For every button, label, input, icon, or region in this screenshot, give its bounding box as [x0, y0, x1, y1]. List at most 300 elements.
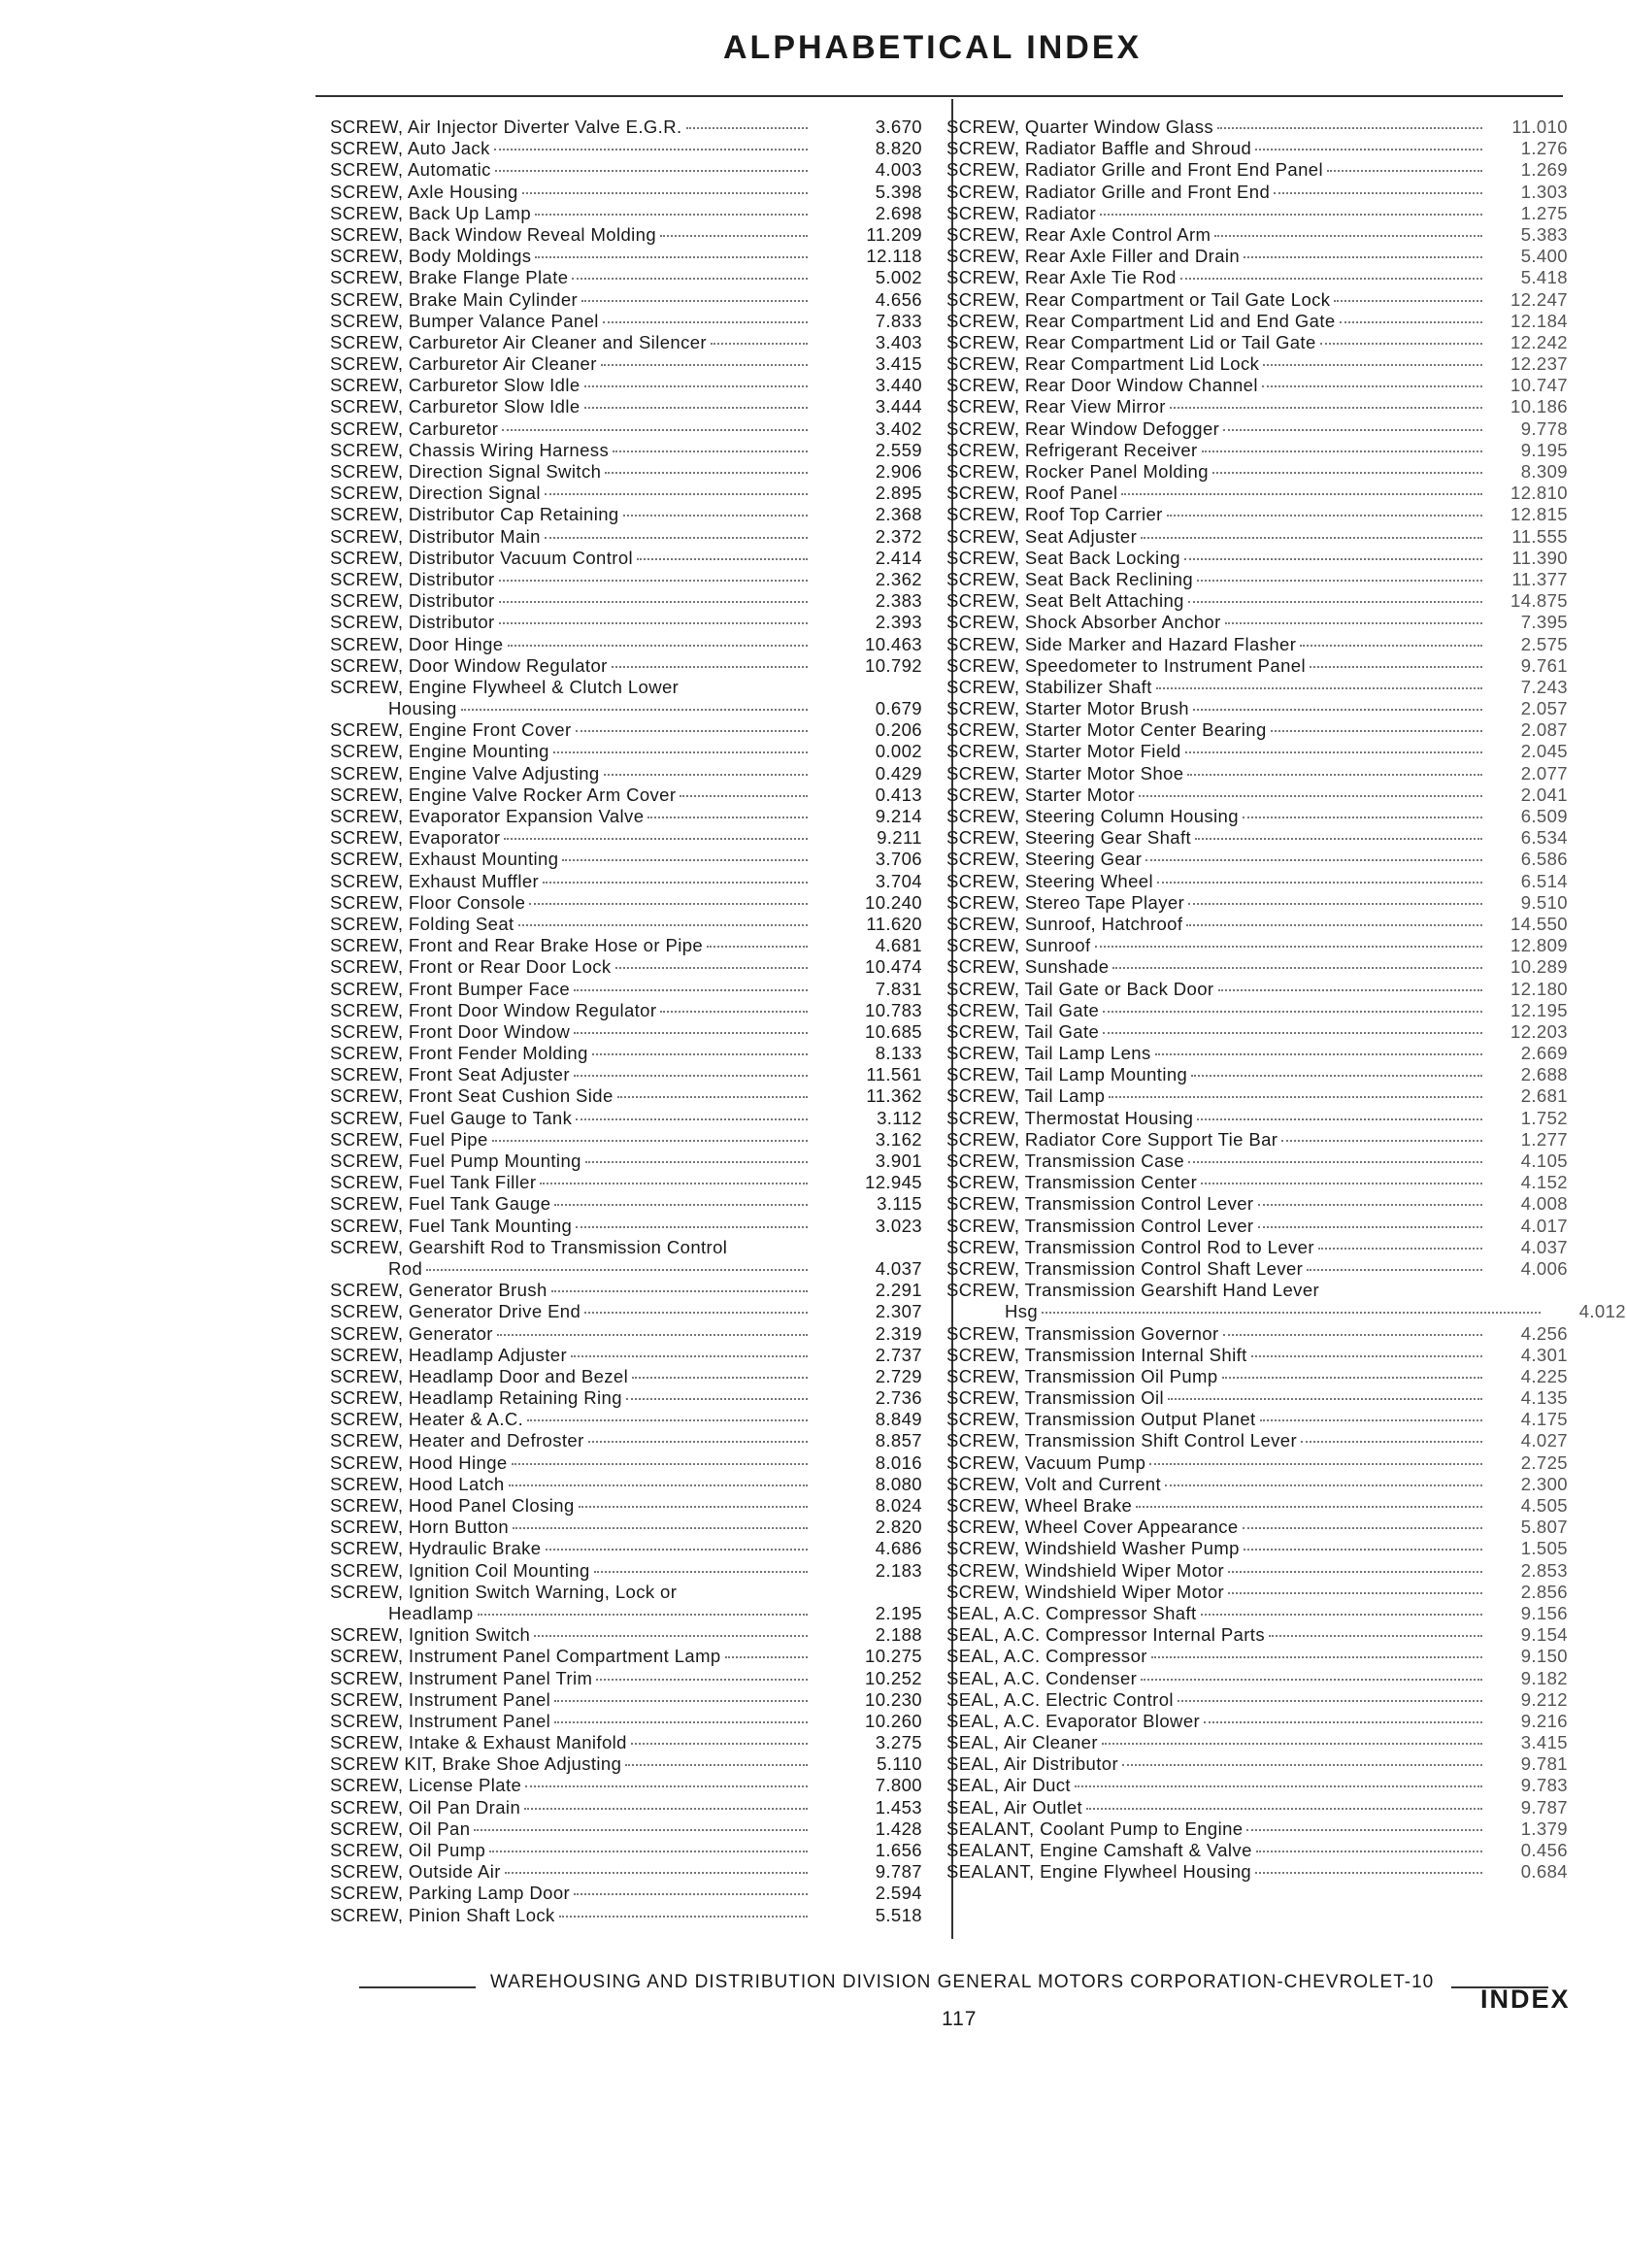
- entry-name: SCREW, Distributor: [330, 612, 495, 633]
- index-entry: [946, 1151, 1568, 1172]
- entry-name: SCREW, Front Bumper Face: [330, 978, 571, 999]
- entry-page: 7.395: [1520, 612, 1568, 633]
- dot-leader: [1102, 1743, 1482, 1745]
- entry-page: 5.807: [1520, 1517, 1568, 1538]
- dot-leader: [559, 1916, 808, 1918]
- entry-page: 8.857: [875, 1430, 922, 1451]
- dot-leader: [554, 1204, 808, 1206]
- entry-page: 3.275: [875, 1732, 922, 1753]
- dot-leader: [1155, 1053, 1482, 1055]
- dot-leader: [1310, 666, 1482, 668]
- dot-leader: [546, 1549, 809, 1551]
- dot-leader: [524, 1808, 808, 1810]
- index-entry: [330, 224, 951, 246]
- dot-leader: [522, 192, 808, 194]
- entry-page: 5.518: [875, 1904, 922, 1925]
- dot-leader: [680, 795, 808, 797]
- dot-leader: [1103, 1011, 1482, 1013]
- index-entry: [946, 1753, 1568, 1775]
- index-entry: [946, 117, 1568, 138]
- entry-name: SCREW, Evaporator: [330, 827, 501, 849]
- entry-page: 2.414: [875, 547, 922, 568]
- index-entry: [946, 1840, 1568, 1861]
- dot-leader: [576, 1118, 808, 1120]
- dot-leader: [605, 472, 808, 474]
- index-entry: [330, 1193, 951, 1215]
- entry-name: SCREW, Radiator Grille and Front End: [946, 181, 1271, 202]
- dot-leader: [574, 1893, 808, 1895]
- index-entry: [330, 979, 951, 1000]
- entry-name: SCREW, Roof Top Carrier: [946, 504, 1163, 525]
- index-entry: [946, 763, 1568, 784]
- dot-leader: [588, 1441, 808, 1443]
- entry-page: 6.509: [1520, 806, 1568, 826]
- entry-page: 4.135: [1520, 1387, 1568, 1409]
- entry-name: SCREW, Transmission Control Lever: [946, 1193, 1254, 1215]
- entry-name: SCREW, Roof Panel: [946, 483, 1118, 504]
- entry-page: 1.656: [875, 1840, 922, 1860]
- entry-name: SCREW, Tail Gate or Back Door: [946, 978, 1214, 999]
- index-entry: [330, 1409, 951, 1430]
- entry-name: SCREW, Fuel Tank Filler: [330, 1172, 537, 1193]
- entry-name: Rod: [388, 1257, 423, 1279]
- entry-name: SCREW, Headlamp Door and Bezel: [330, 1365, 629, 1386]
- index-entry: [330, 612, 951, 633]
- entry-name: Headlamp: [388, 1602, 474, 1623]
- index-entry: [330, 1452, 951, 1474]
- section-label: INDEX: [1480, 1984, 1571, 2014]
- index-entry: [330, 418, 951, 440]
- index-entry: [946, 289, 1568, 311]
- index-entry: [946, 1345, 1568, 1366]
- entry-name: SEAL, A.C. Compressor Internal Parts: [946, 1624, 1265, 1646]
- entry-name: SCREW, Sunroof, Hatchroof: [946, 913, 1183, 934]
- entry-name: SCREW, Distributor: [330, 568, 495, 589]
- index-entry: [946, 1732, 1568, 1753]
- dot-leader: [562, 859, 808, 861]
- index-entry: [330, 634, 951, 655]
- dot-leader: [1269, 1635, 1482, 1637]
- entry-page: 10.463: [865, 633, 922, 654]
- dot-leader: [1300, 645, 1482, 647]
- index-entry: [330, 1624, 951, 1646]
- index-entry: [330, 138, 951, 159]
- entry-page: 8.016: [875, 1451, 922, 1473]
- entry-page: 4.175: [1520, 1409, 1568, 1430]
- index-entry: [330, 1538, 951, 1559]
- index-entry: [946, 504, 1568, 525]
- entry-page: 4.037: [875, 1257, 922, 1279]
- entry-page: 9.211: [877, 827, 922, 849]
- entry-page: 11.010: [1511, 117, 1568, 137]
- index-entry: [330, 375, 951, 396]
- entry-page: 9.781: [1520, 1753, 1568, 1775]
- page-number: 117: [942, 2008, 978, 2030]
- index-entry: [330, 1064, 951, 1085]
- index-entry: [946, 483, 1568, 504]
- entry-page: 9.783: [1520, 1775, 1568, 1796]
- entry-page: 7.800: [875, 1775, 922, 1796]
- entry-name: SCREW, Rear View Mirror: [946, 396, 1166, 417]
- dot-leader: [1225, 622, 1482, 624]
- dot-leader: [492, 1140, 808, 1142]
- title-rule: [315, 95, 1563, 97]
- index-entry: [330, 1366, 951, 1387]
- index-entry: [330, 246, 951, 267]
- index-entry: [330, 1668, 951, 1689]
- index-entry: [330, 1603, 1010, 1624]
- entry-name: SEAL, A.C. Condenser: [946, 1667, 1138, 1688]
- entry-page: 5.002: [875, 267, 922, 288]
- dot-leader: [1156, 687, 1482, 689]
- entry-page: 2.319: [875, 1322, 922, 1344]
- entry-name: SCREW, Parking Lamp Door: [330, 1883, 571, 1904]
- dot-leader: [617, 1096, 808, 1098]
- dot-leader: [1334, 300, 1482, 302]
- dot-leader: [571, 1355, 808, 1357]
- entry-page: 0.684: [1520, 1861, 1568, 1883]
- entry-name: SEAL, Air Distributor: [946, 1753, 1119, 1775]
- entry-name: SCREW, Wheel Brake: [946, 1495, 1133, 1516]
- dot-leader: [499, 580, 808, 582]
- entry-name: SCREW, Transmission Oil: [946, 1387, 1165, 1409]
- dot-leader: [554, 1700, 808, 1702]
- entry-name: SCREW, Fuel Pipe: [330, 1128, 488, 1150]
- entry-name: SCREW, Hydraulic Brake: [330, 1538, 542, 1559]
- dot-leader: [1185, 751, 1482, 753]
- entry-page: 9.787: [1520, 1796, 1568, 1818]
- entry-name: SCREW, Distributor Vacuum Control: [330, 547, 634, 568]
- entry-name: SCREW, Carburetor Slow Idle: [330, 375, 581, 396]
- entry-page: 9.154: [1520, 1624, 1568, 1646]
- index-entry: [330, 182, 951, 203]
- entry-name: SCREW, Transmission Control Rod to Lever: [946, 1236, 1314, 1257]
- dot-leader: [1187, 774, 1482, 776]
- dot-leader: [1258, 1226, 1483, 1228]
- dot-leader: [1167, 515, 1482, 517]
- entry-name: SCREW, Distributor Main: [330, 525, 541, 547]
- entry-page: 5.383: [1520, 223, 1568, 245]
- entry-name: SCREW, Windshield Washer Pump: [946, 1538, 1240, 1559]
- dot-leader: [1244, 1549, 1482, 1551]
- entry-name: SCREW, Rear Compartment Lid Lock: [946, 353, 1260, 375]
- entry-page: 4.012: [1578, 1301, 1626, 1322]
- entry-page: 3.112: [877, 1107, 922, 1128]
- entry-name: SCREW, Stabilizer Shaft: [946, 676, 1152, 697]
- entry-name: SCREW, Vacuum Pump: [946, 1451, 1146, 1473]
- page-title: ALPHABETICAL INDEX: [723, 29, 1143, 66]
- index-entry: [946, 1387, 1568, 1409]
- entry-name: SCREW, Oil Pan Drain: [330, 1796, 521, 1818]
- entry-page: 4.008: [1520, 1193, 1568, 1215]
- dot-leader: [1121, 493, 1482, 495]
- dot-leader: [497, 1334, 808, 1336]
- dot-leader: [502, 429, 808, 431]
- entry-page: 0.456: [1520, 1840, 1568, 1860]
- entry-page: 3.901: [875, 1151, 922, 1171]
- entry-name: SCREW, Hood Latch: [330, 1473, 505, 1494]
- entry-page: 12.118: [866, 246, 922, 267]
- entry-page: 2.688: [1520, 1064, 1568, 1085]
- entry-page: 10.747: [1510, 375, 1568, 396]
- index-entry: [946, 634, 1568, 655]
- entry-page: 5.110: [877, 1753, 922, 1775]
- entry-page: 11.362: [866, 1085, 922, 1107]
- entry-page: 9.182: [1520, 1667, 1568, 1688]
- index-entry: [946, 1280, 1568, 1301]
- entry-name: SCREW, Thermostat Housing: [946, 1107, 1194, 1128]
- dot-leader: [495, 170, 808, 172]
- entry-page: 2.729: [875, 1365, 922, 1386]
- dot-leader: [686, 127, 808, 129]
- entry-name: SCREW, Front or Rear Door Lock: [330, 956, 612, 978]
- entry-page: 3.415: [875, 353, 922, 375]
- entry-name: SCREW, Horn Button: [330, 1517, 510, 1538]
- index-entry: [946, 827, 1568, 849]
- dot-leader: [489, 1851, 808, 1852]
- dot-leader: [647, 817, 808, 818]
- dot-leader: [1112, 967, 1482, 969]
- entry-name: SCREW, Starter Motor Shoe: [946, 762, 1184, 784]
- entry-page: 12.815: [1510, 504, 1568, 525]
- entry-page: 12.203: [1510, 1020, 1568, 1042]
- entry-name: Housing: [388, 698, 457, 719]
- entry-name: SCREW, Rear Axle Control Arm: [946, 223, 1211, 245]
- entry-page: 8.849: [875, 1409, 922, 1430]
- dot-leader: [499, 622, 808, 624]
- index-entry: [330, 548, 951, 569]
- dot-leader: [1214, 235, 1482, 237]
- footer-text: WAREHOUSING AND DISTRIBUTION DIVISION GENERAL MOTORS CORPORATION-CHEVROLET-10: [490, 1972, 1435, 1992]
- entry-name: SCREW, Generator Drive End: [330, 1301, 581, 1322]
- entry-page: 2.195: [875, 1602, 922, 1623]
- index-entry: [946, 677, 1568, 698]
- dot-leader: [584, 1312, 808, 1314]
- entry-name: SCREW KIT, Brake Shoe Adjusting: [330, 1753, 622, 1775]
- index-entry: [946, 741, 1568, 762]
- entry-name: SCREW, Carburetor: [330, 417, 499, 439]
- entry-page: 2.559: [875, 439, 922, 460]
- index-entry: [946, 1668, 1568, 1689]
- entry-page: 4.681: [875, 935, 922, 956]
- index-entry: [330, 1711, 951, 1732]
- entry-name: SCREW, Bumper Valance Panel: [330, 310, 599, 331]
- dot-leader: [553, 751, 808, 753]
- entry-name: SCREW, Steering Column Housing: [946, 806, 1239, 826]
- index-entry: [946, 698, 1568, 719]
- dot-leader: [1255, 149, 1482, 150]
- index-entry: [946, 418, 1568, 440]
- entry-page: 11.561: [866, 1064, 922, 1085]
- dot-leader: [504, 838, 808, 840]
- entry-name: SEAL, Air Outlet: [946, 1796, 1083, 1818]
- entry-page: 10.252: [865, 1667, 922, 1688]
- index-column-left: [330, 117, 951, 1926]
- index-entry: [330, 763, 951, 784]
- index-entry: [946, 1797, 1568, 1818]
- dot-leader: [509, 1484, 808, 1486]
- entry-name: SCREW, Back Window Reveal Molding: [330, 223, 657, 245]
- entry-name: SCREW, Starter Motor Brush: [946, 698, 1189, 719]
- entry-name: SCREW, Sunshade: [946, 956, 1110, 978]
- dot-leader: [1095, 946, 1482, 948]
- index-entry: [330, 1043, 951, 1064]
- entry-name: SCREW, Axle Housing: [330, 181, 518, 202]
- index-entry: [946, 1021, 1568, 1043]
- entry-page: 12.195: [1510, 999, 1568, 1020]
- index-entry: [330, 1129, 951, 1151]
- entry-page: 2.681: [1520, 1085, 1568, 1107]
- entry-name: SCREW, Steering Wheel: [946, 870, 1154, 891]
- entry-name: SCREW, Heater & A.C.: [330, 1409, 524, 1430]
- entry-page: 2.368: [875, 504, 922, 525]
- entry-page: 9.761: [1520, 654, 1568, 676]
- entry-page: 9.216: [1520, 1710, 1568, 1731]
- dot-leader: [1223, 429, 1482, 431]
- index-entry: [946, 1689, 1568, 1711]
- entry-name: SCREW, Pinion Shaft Lock: [330, 1904, 555, 1925]
- entry-name: SCREW, Gearshift Rod to Transmission Control: [330, 1236, 728, 1257]
- index-column-right: [946, 117, 1626, 1883]
- entry-name: SCREW, Ignition Switch: [330, 1624, 531, 1646]
- index-entry: [946, 914, 1568, 935]
- dot-leader: [1193, 709, 1482, 711]
- index-entry: [946, 1517, 1568, 1538]
- entry-page: 7.831: [875, 978, 922, 999]
- entry-name: SCREW, Radiator: [946, 202, 1097, 223]
- entry-name: SCREW, Stereo Tape Player: [946, 891, 1185, 913]
- entry-page: 8.080: [875, 1473, 922, 1494]
- dot-leader: [1149, 1463, 1482, 1465]
- entry-page: 5.418: [1520, 267, 1568, 288]
- index-entry: [330, 1582, 951, 1603]
- entry-page: 0.429: [875, 762, 922, 784]
- entry-name: SCREW, Back Up Lamp: [330, 202, 532, 223]
- index-entry: [330, 1021, 951, 1043]
- index-entry: [946, 440, 1568, 461]
- entry-page: 2.853: [1520, 1559, 1568, 1581]
- index-entry: [946, 1323, 1568, 1345]
- entry-page: 1.428: [875, 1818, 922, 1839]
- entry-name: SCREW, Automatic: [330, 159, 491, 181]
- index-entry: [330, 1000, 951, 1021]
- entry-page: 10.792: [865, 654, 922, 676]
- dot-leader: [1327, 170, 1482, 172]
- entry-page: 2.077: [1520, 762, 1568, 784]
- index-entry: [330, 159, 951, 181]
- index-entry: [946, 956, 1568, 978]
- entry-name: SCREW, Auto Jack: [330, 138, 490, 159]
- entry-page: 2.045: [1520, 741, 1568, 762]
- entry-page: 2.736: [875, 1387, 922, 1409]
- entry-name: SCREW, Air Injector Diverter Valve E.G.R.: [330, 117, 682, 137]
- dot-leader: [612, 666, 808, 668]
- entry-page: 8.133: [875, 1043, 922, 1064]
- dot-leader: [1141, 537, 1482, 539]
- entry-page: 3.115: [877, 1193, 922, 1215]
- entry-name: SCREW, Starter Motor: [946, 784, 1136, 805]
- entry-name: SCREW, Rear Door Window Channel: [946, 375, 1258, 396]
- index-entry: [330, 1560, 951, 1582]
- index-entry: [330, 1797, 951, 1818]
- index-entry: [330, 1861, 951, 1883]
- index-entry: [330, 483, 951, 504]
- entry-name: SCREW, Starter Motor Center Bearing: [946, 719, 1267, 741]
- index-entry: [330, 440, 951, 461]
- entry-page: 1.303: [1520, 181, 1568, 202]
- entry-name: SCREW, Steering Gear: [946, 849, 1143, 870]
- dot-leader: [596, 1679, 808, 1681]
- entry-page: 12.809: [1510, 935, 1568, 956]
- index-entry: [330, 311, 951, 332]
- index-entry: [946, 1193, 1568, 1215]
- entry-name: SCREW, Tail Gate: [946, 1020, 1100, 1042]
- entry-page: 0.679: [875, 698, 922, 719]
- entry-name: SCREW, Instrument Panel Trim: [330, 1667, 593, 1688]
- entry-name: SCREW, Front and Rear Brake Hose or Pipe: [330, 935, 704, 956]
- index-entry: [946, 1258, 1568, 1280]
- index-entry: [330, 332, 951, 353]
- entry-page: 10.474: [865, 956, 922, 978]
- index-entry: [330, 1840, 951, 1861]
- dot-leader: [1188, 903, 1482, 905]
- dot-leader: [534, 1635, 808, 1637]
- index-entry: [330, 1474, 951, 1495]
- dot-leader: [513, 1527, 808, 1529]
- index-entry: [330, 1753, 951, 1775]
- entry-page: 11.209: [866, 223, 922, 245]
- dot-leader: [576, 1226, 808, 1228]
- entry-page: 4.003: [875, 159, 922, 181]
- entry-name: SEAL, A.C. Compressor Shaft: [946, 1602, 1197, 1623]
- dot-leader: [1318, 1248, 1482, 1250]
- entry-name: SCREW, Seat Back Reclining: [946, 568, 1194, 589]
- entry-name: Hsg: [1005, 1301, 1039, 1322]
- entry-name: SCREW, Rear Compartment Lid or Tail Gate: [946, 331, 1316, 352]
- entry-page: 2.041: [1520, 784, 1568, 805]
- entry-page: 1.277: [1520, 1128, 1568, 1150]
- entry-page: 2.057: [1520, 698, 1568, 719]
- dot-leader: [585, 1161, 808, 1163]
- index-entry: [946, 138, 1568, 159]
- entry-page: 2.307: [875, 1301, 922, 1322]
- entry-page: 2.300: [1520, 1473, 1568, 1494]
- entry-name: SCREW, Seat Belt Attaching: [946, 590, 1184, 612]
- entry-page: 4.017: [1520, 1215, 1568, 1236]
- index-entry: [330, 590, 951, 612]
- entry-page: 3.403: [875, 331, 922, 352]
- dot-leader: [1243, 1527, 1482, 1529]
- dot-leader: [535, 214, 808, 216]
- entry-page: 1.453: [875, 1796, 922, 1818]
- dot-leader: [1222, 1377, 1482, 1379]
- index-entry: [330, 1775, 951, 1796]
- entry-name: SCREW, Refrigerant Receiver: [946, 439, 1198, 460]
- entry-page: 9.156: [1520, 1602, 1568, 1623]
- dot-leader: [551, 1290, 808, 1292]
- entry-name: SCREW, Engine Flywheel & Clutch Lower: [330, 676, 680, 697]
- dot-leader: [1320, 343, 1482, 345]
- entry-name: SCREW, Door Window Regulator: [330, 654, 608, 676]
- dot-leader: [540, 1183, 808, 1184]
- entry-page: 3.162: [875, 1128, 922, 1150]
- entry-page: 2.362: [875, 568, 922, 589]
- entry-name: SCREW, Seat Adjuster: [946, 525, 1138, 547]
- entry-page: 2.725: [1520, 1451, 1568, 1473]
- entry-name: SCREW, Tail Lamp Mounting: [946, 1064, 1188, 1085]
- dot-leader: [1109, 1096, 1482, 1098]
- dot-leader: [625, 1764, 808, 1766]
